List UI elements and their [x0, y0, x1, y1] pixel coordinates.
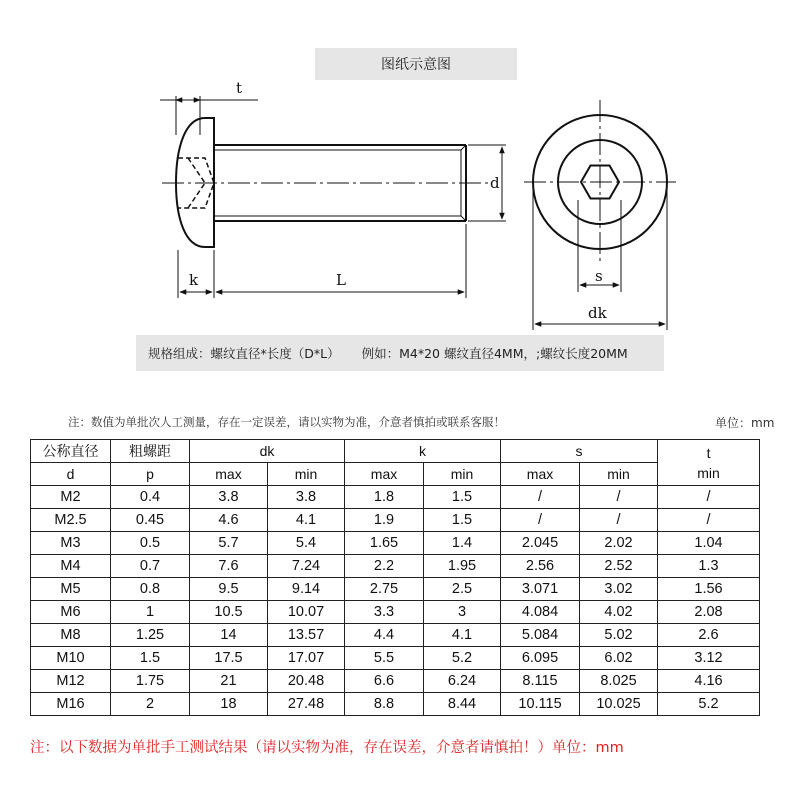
- table-cell: 7.24: [268, 555, 345, 578]
- header-cell: s: [501, 440, 658, 463]
- header-cell: p: [111, 463, 190, 486]
- label-d: d: [490, 174, 500, 192]
- table-cell: 3.3: [345, 601, 424, 624]
- table-cell: 2.56: [501, 555, 580, 578]
- table-cell: 5.02: [580, 624, 658, 647]
- table-cell: 4.16: [658, 670, 760, 693]
- table-cell: 1.25: [111, 624, 190, 647]
- label-dk: dk: [588, 304, 607, 322]
- header-cell: dk: [190, 440, 345, 463]
- table-cell: 2.6: [658, 624, 760, 647]
- table-cell: M12: [31, 670, 111, 693]
- header-cell-t: [658, 440, 760, 486]
- table-cell: 5.2: [424, 647, 501, 670]
- table-cell: 1.9: [345, 509, 424, 532]
- table-cell: 4.1: [268, 509, 345, 532]
- table-cell: M3: [31, 532, 111, 555]
- spec-prefix: 规格组成：螺纹直径*长度（D*L）: [148, 346, 340, 361]
- table-row: [31, 693, 760, 716]
- table-cell: 5.5: [345, 647, 424, 670]
- table-row: [31, 624, 760, 647]
- table-cell: 6.6: [345, 670, 424, 693]
- table-cell: 4.084: [501, 601, 580, 624]
- table-cell: 0.5: [111, 532, 190, 555]
- label-k: k: [189, 271, 199, 289]
- table-row: [31, 555, 760, 578]
- spec-example: 例如：M4*20 螺纹直径4MM，;螺纹长度20MM: [361, 346, 628, 361]
- table-row: [31, 532, 760, 555]
- table-cell: 6.02: [580, 647, 658, 670]
- header-cell: k: [345, 440, 501, 463]
- table-cell: 18: [190, 693, 268, 716]
- table-row: [31, 509, 760, 532]
- header-cell: max: [501, 463, 580, 486]
- table-cell: 5.4: [268, 532, 345, 555]
- table-cell: M4: [31, 555, 111, 578]
- table-cell: 3.12: [658, 647, 760, 670]
- table-cell: 4.6: [190, 509, 268, 532]
- header-cell: 公称直径: [31, 440, 111, 463]
- table-cell: 1.56: [658, 578, 760, 601]
- table-cell: 3: [424, 601, 501, 624]
- table-cell: 0.45: [111, 509, 190, 532]
- table-cell: 3.8: [268, 486, 345, 509]
- table-row: [31, 486, 760, 509]
- table-cell: 0.4: [111, 486, 190, 509]
- header-cell: max: [345, 463, 424, 486]
- table-cell: 8.8: [345, 693, 424, 716]
- table-cell: 4.1: [424, 624, 501, 647]
- table-cell: 8.44: [424, 693, 501, 716]
- table-cell: 1.8: [345, 486, 424, 509]
- label-s: s: [595, 267, 603, 285]
- table-row: [31, 647, 760, 670]
- table-cell: M10: [31, 647, 111, 670]
- table-cell: 3.071: [501, 578, 580, 601]
- table-cell: M16: [31, 693, 111, 716]
- header-cell: min: [268, 463, 345, 486]
- table-cell: 2: [111, 693, 190, 716]
- header-cell: min: [424, 463, 501, 486]
- table-cell: 2.045: [501, 532, 580, 555]
- table-cell: 4.4: [345, 624, 424, 647]
- table-cell: 2.5: [424, 578, 501, 601]
- table-cell: M5: [31, 578, 111, 601]
- table-cell: 10.115: [501, 693, 580, 716]
- table-cell: 0.8: [111, 578, 190, 601]
- table-cell: 1.95: [424, 555, 501, 578]
- table-row: [31, 578, 760, 601]
- table-cell: 3.8: [190, 486, 268, 509]
- table-cell: 9.14: [268, 578, 345, 601]
- table-cell: 8.025: [580, 670, 658, 693]
- label-L: L: [336, 271, 346, 289]
- table-cell: 6.095: [501, 647, 580, 670]
- table-cell: 0.7: [111, 555, 190, 578]
- table-cell: M8: [31, 624, 111, 647]
- table-cell: 5.084: [501, 624, 580, 647]
- table-cell: 7.6: [190, 555, 268, 578]
- table-cell: 21: [190, 670, 268, 693]
- spec-format-box: [136, 335, 664, 371]
- header-cell: 粗螺距: [111, 440, 190, 463]
- table-cell: 3.02: [580, 578, 658, 601]
- label-t: t: [236, 80, 243, 97]
- table-cell: 1.04: [658, 532, 760, 555]
- table-cell: 1.65: [345, 532, 424, 555]
- table-cell: 1.3: [658, 555, 760, 578]
- header-cell: min: [580, 463, 658, 486]
- table-cell: 2.75: [345, 578, 424, 601]
- table-cell: 8.115: [501, 670, 580, 693]
- table-cell: /: [580, 509, 658, 532]
- table-cell: M6: [31, 601, 111, 624]
- table-cell: 20.48: [268, 670, 345, 693]
- header-cell: min: [697, 464, 720, 481]
- table-cell: 10.5: [190, 601, 268, 624]
- table-cell: 1.4: [424, 532, 501, 555]
- header-cell: max: [190, 463, 268, 486]
- table-cell: 1.5: [111, 647, 190, 670]
- table-cell: 4.02: [580, 601, 658, 624]
- table-cell: 2.08: [658, 601, 760, 624]
- table-cell: 9.5: [190, 578, 268, 601]
- header-row-2: [31, 463, 760, 486]
- table-cell: 2.02: [580, 532, 658, 555]
- table-cell: 1.5: [424, 486, 501, 509]
- table-cell: 17.5: [190, 647, 268, 670]
- table-cell: M2.5: [31, 509, 111, 532]
- table-cell: 5.2: [658, 693, 760, 716]
- table-cell: M2: [31, 486, 111, 509]
- table-cell: 17.07: [268, 647, 345, 670]
- table-cell: /: [501, 509, 580, 532]
- bottom-note: 注：以下数据为单批手工测试结果（请以实物为准，存在误差，介意者请慎拍！）单位：mm: [30, 740, 624, 756]
- table-cell: 27.48: [268, 693, 345, 716]
- screw-drawing: [0, 80, 800, 335]
- screw-front-view: [524, 100, 676, 262]
- table-cell: 2.52: [580, 555, 658, 578]
- table-cell: 10.07: [268, 601, 345, 624]
- spec-table: [30, 439, 760, 716]
- diagram-title: 图纸示意图: [315, 48, 517, 80]
- table-cell: /: [658, 509, 760, 532]
- table-cell: 5.7: [190, 532, 268, 555]
- measurement-note: 注：数值为单批次人工测量，存在一定误差，请以实物为准，介意者慎拍或联系客服！: [68, 415, 505, 429]
- table-cell: 6.24: [424, 670, 501, 693]
- table-cell: 10.025: [580, 693, 658, 716]
- table-cell: 1: [111, 601, 190, 624]
- unit-label: 单位：mm: [715, 416, 775, 430]
- table-cell: 1.75: [111, 670, 190, 693]
- table-cell: 14: [190, 624, 268, 647]
- table-cell: 1.5: [424, 509, 501, 532]
- header-row-1: [31, 440, 760, 463]
- table-cell: 2.2: [345, 555, 424, 578]
- table-cell: 13.57: [268, 624, 345, 647]
- table-cell: /: [501, 486, 580, 509]
- table-cell: /: [580, 486, 658, 509]
- table-row: [31, 670, 760, 693]
- header-cell: d: [31, 463, 111, 486]
- header-cell: t: [706, 444, 711, 461]
- table-row: [31, 601, 760, 624]
- table-cell: /: [658, 486, 760, 509]
